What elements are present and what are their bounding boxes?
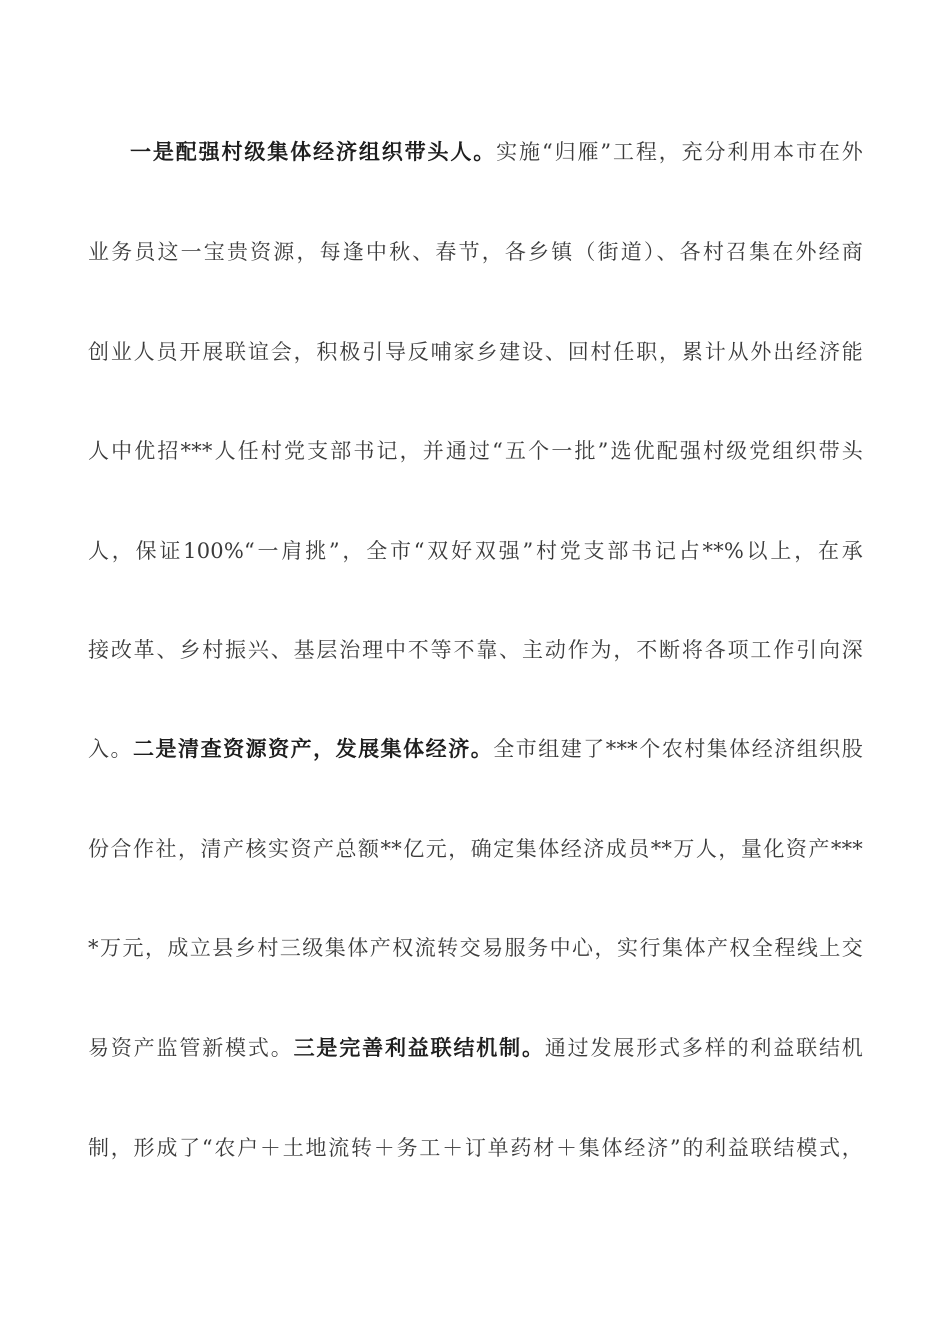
heading-phrase: 一是配强村级集体经济组织带头人。 [130, 139, 497, 164]
line-text: 易资产监管新模式。 [88, 1036, 294, 1060]
paragraph-line-8 [88, 834, 863, 864]
line-text: 全市组建了***个农村集体经济组织股 [493, 737, 863, 761]
line-text: 人中优招***人任村党支部书记，并通过“五个一批”选优配强村级党组织带头 [88, 439, 863, 463]
line-text: 接改革、乡村振兴、基层治理中不等不靠、主动作为，不断将各项工作引向深 [88, 638, 863, 662]
paragraph-line-6 [88, 635, 863, 665]
heading-phrase: 二是清查资源资产，发展集体经济。 [133, 736, 494, 761]
line-text: 创业人员开展联谊会，积极引导反哺家乡建设、回村任职，累计从外出经济能 [88, 340, 863, 364]
line-text: 实施“归雁”工程，充分利用本市在外 [496, 140, 864, 164]
paragraph-line-1 [130, 137, 863, 167]
line-text: 入。 [88, 737, 134, 761]
line-text: 业务员这一宝贵资源，每逢中秋、春节，各乡镇（街道）、各村召集在外经商 [88, 240, 863, 264]
paragraph-line-4 [88, 436, 863, 466]
line-text: 人，保证100%“一肩挑”，全市“双好双强”村党支部书记占**%以上，在承 [88, 539, 863, 563]
paragraph-line-5 [88, 536, 863, 566]
paragraph-line-2 [88, 237, 863, 267]
paragraph-line-9 [88, 933, 863, 963]
line-text: *万元，成立县乡村三级集体产权流转交易服务中心，实行集体产权全程线上交 [88, 936, 863, 960]
line-text: 通过发展形式多样的利益联结机 [544, 1036, 863, 1060]
paragraph-line-11 [88, 1133, 863, 1163]
line-text: 制，形成了“农户＋土地流转＋务工＋订单药材＋集体经济”的利益联结模式， [88, 1136, 863, 1160]
paragraph-line-7 [88, 734, 863, 764]
paragraph-line-3 [88, 337, 863, 367]
line-text: 份合作社，清产核实资产总额**亿元，确定集体经济成员**万人，量化资产*** [88, 837, 863, 861]
heading-phrase: 三是完善利益联结机制。 [293, 1035, 545, 1060]
paragraph-line-10 [88, 1033, 863, 1063]
